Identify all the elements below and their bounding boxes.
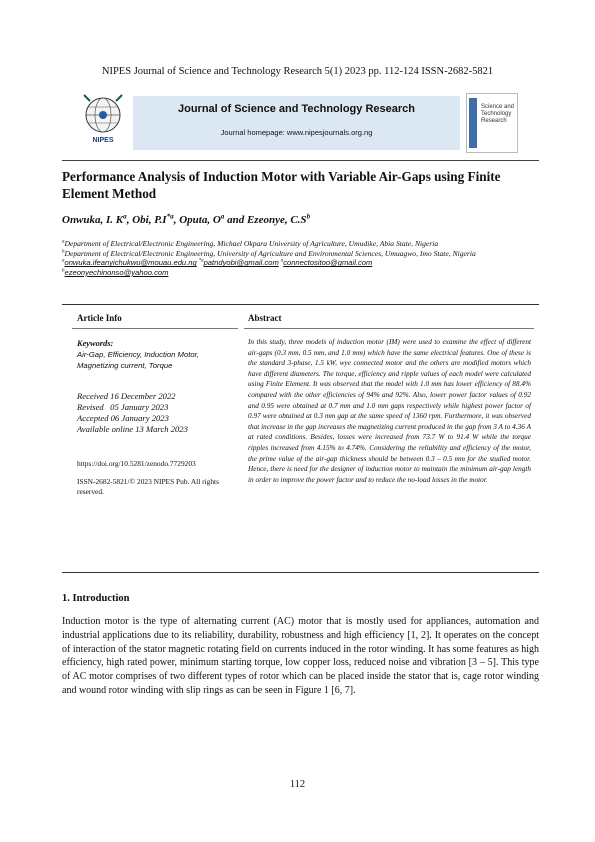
- author-list: Onwuka, I. $K^a$, Obi, $P.I^{*a}$, Oputa, $O^a$ and Ezeonye, $C.S^b$: [62, 212, 311, 226]
- received-date: Received 16 December 2022: [77, 391, 176, 401]
- keywords-title: Keywords:: [77, 339, 114, 348]
- affiliations: [62, 239, 539, 277]
- article-info-rule: [72, 328, 238, 329]
- abstract-text: In this study, three models of induction motor (IM) were used to examine the effect of different air-gaps (0.3 mm, 0.5 mm, and 1.0 mm) which have the same electrical features. One of these is the standard 3-phase, 1.5 kW, wye connected motor and the others are modified motors which have different diameters. The torque, efficiency and ripple values of each model were calculated using Finite Element. It was observed that the model with 1.0 mm has lower efficiency of 88.4% compared with the other efficiencies of 94% and 92%. Also, lower power factor values of 0.92 and 0.95 were obtained at 0.7 mm and 1.0 mm gaps respectively while highest power factor of 0.97 were obtained at 0.3 mm gap at the same speed of 1360 rpm. Furthermore, it was observed that increase in the gap increases the magnetizing current produced in the gap from 3 A to 4.36 A at rated conditions. Besides, losses were increased from 73.7 W to 91.4 W while the torque ripples increased from 4.15% to 4.74%. Considering the reliability and efficiency of the motor, the prime value of the air-gap thickness should be between 0.3 – 0.5 mm for the studied motor. Hence, there is need for the designer of induction motor to maintain the minimum air-gap length in order to improve the power factor and to reduce the no-load losses in the motor.: [248, 338, 531, 484]
- cover-stripe: [469, 98, 477, 148]
- page-number: 112: [289, 779, 306, 790]
- introduction-heading: 1. Introduction: [62, 593, 130, 604]
- abstract-heading: Abstract: [248, 313, 282, 323]
- header-rule: [62, 160, 539, 161]
- revised-date: Revised 05 January 2023: [77, 402, 169, 412]
- journal-citation: NIPES Journal of Science and Technology Research 5(1) 2023 pp. 112-124 ISSN-2682-5821: [101, 66, 494, 77]
- available-date: Available online 13 March 2023: [77, 424, 188, 434]
- nipes-logo: [78, 93, 128, 151]
- banner-title: Journal of Science and Technology Research: [178, 103, 415, 115]
- banner-homepage: Journal homepage: www.nipesjournals.org.ng: [220, 128, 373, 137]
- paper-title: Performance Analysis of Induction Motor with Variable Air-Gaps using Finite Element Method: [62, 169, 501, 201]
- email-link-ezeonye[interactable]: ezeonyechinonso@yahoo.com: [64, 267, 169, 277]
- email-link-onwuka[interactable]: onwuka.ifeanyichukwu@mouau.edu.ng: [64, 258, 197, 268]
- section-rule: [62, 304, 539, 305]
- affiliation-a: $^a$Department of Electrical/Electronic Engineering, Michael Okpara University of Agriculture, Umudike, Abia State, Nigeria: [62, 239, 439, 248]
- introduction-paragraph: Induction motor is the type of alternating current (AC) motor that is mostly used for appliances, automation and industrial applications due to its reliability, durability, robustness and high efficiency [1, 2]. It operates on the concept of interaction of the stator magnetic rotating field on currents induced in the rotor winding. It has some features as high efficiency, high rated power, minimum starting torque, low copper loss, reduced noise and vibration [3 – 5]. This type of AC motor comprises of two different types of rotor which can be placed inside the stator that is, cage rotor winding and wound rotor winding with slip rings as can be seen in Figure 1 [6, 7].: [62, 616, 539, 696]
- keywords: Air-Gap, Efficiency, Induction Motor, Magnetizing current, Torque: [77, 350, 199, 370]
- email-line-1: $^a$onwuka.ifeanyichukwu@mouau.edu.ng $^{*a}$patndyobi@gmail.com $^a$connectositoo@gmail.com: [62, 258, 373, 268]
- email-line-2: $^b$ezeonyechinonso@yahoo.com: [62, 267, 169, 277]
- logo-label: NIPES: [92, 137, 114, 144]
- accepted-date: Accepted 06 January 2023: [77, 413, 169, 423]
- cover-text: Science and Technology Research: [481, 104, 515, 124]
- affiliation-b: $^b$Department of Electrical/Electronic Engineering, University of Agriculture and Environmental Sciences, Umuagwo, Imo State, Nigeria: [62, 248, 476, 258]
- email-link-oputa[interactable]: connectositoo@gmail.com: [283, 258, 373, 268]
- abstract-bottom-rule: [62, 572, 539, 573]
- article-info-heading: Article Info: [77, 313, 122, 323]
- journal-cover-image: [466, 93, 518, 153]
- abstract-rule: [244, 328, 534, 329]
- doi-link[interactable]: https://doi.org/10.5281/zenodo.7729203: [77, 459, 196, 468]
- issn-copyright: ISSN-2682-5821/© 2023 NIPES Pub. All rights reserved.: [77, 477, 219, 496]
- email-link-obi[interactable]: patndyobi@gmail.com: [203, 258, 279, 268]
- article-dates: [77, 391, 242, 435]
